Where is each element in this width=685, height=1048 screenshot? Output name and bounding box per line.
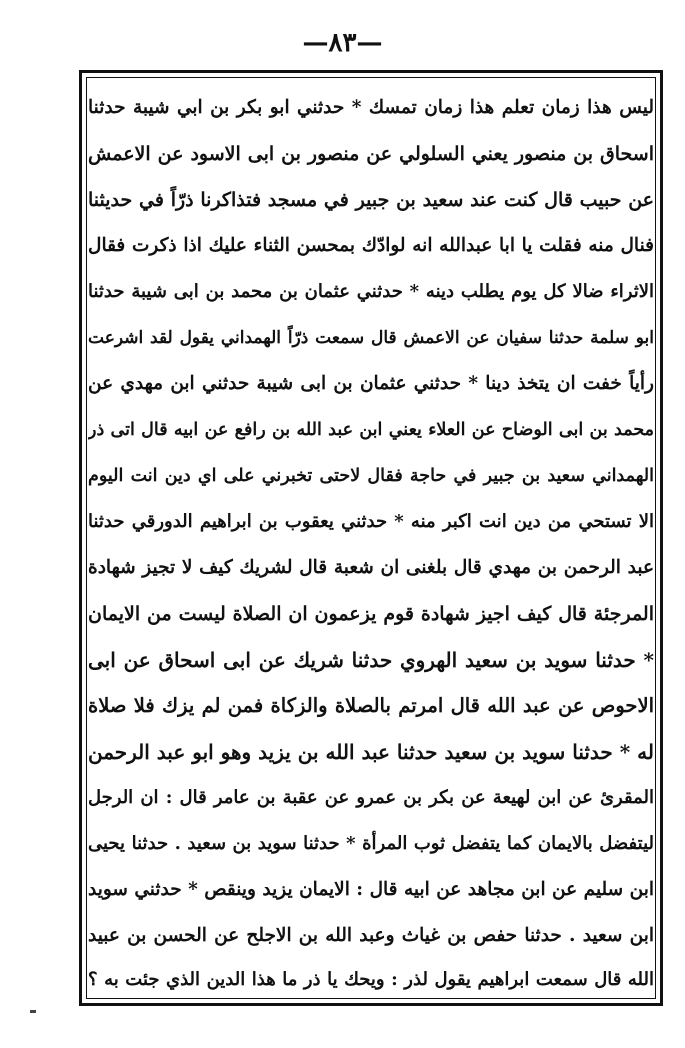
page-number: —٨٣— [302,28,383,58]
text-line: * حدثنا سويد بن سعيد الهروي حدثنا شريك عن ابى اسحاق عن ابى [88,648,654,672]
text-line: ابن سليم عن ابن مجاهد عن ابيه قال : الايمان يزيد وينقص * حدثني سويد [88,879,654,900]
text-line: ابو سلمة حدثنا سفيان عن الاعمش قال سمعت ذرّاً الهمداني يقول لقد اشرعت [88,328,654,348]
text-line: الا تستحي من دين انت اكبر منه * حدثني يعقوب بن ابراهيم الدورقي حدثنا [88,511,654,532]
text-line: عن حبيب قال كنت عند سعيد بن جبير في مسجد فتذاكرنا ذرّاً في حديثنا [88,189,654,211]
text-line: الهمداني سعيد بن جبير في حاجة فقال لاحتى تخبرني على اي دين انت اليوم [88,466,654,486]
text-line: له * حدثنا سويد بن سعيد حدثنا عبد الله بن يزيد وهو ابو عبد الرحمن [88,740,654,764]
text-line: فنال منه فقلت يا ابا عبدالله انه لوادّك بمحسن الثناء عليك اذا ذكرت فقال [88,235,654,256]
scan-mark [30,1010,36,1013]
text-line: محمد بن ابى الوضاح عن العلاء يعني ابن عبد الله بن رافع عن ابيه قال اتى ذر [88,420,654,440]
text-line: ليتفضل بالايمان كما يتفضل ثوب المرأة * حدثنا سويد بن سعيد . حدثنا يحيى [88,833,654,854]
text-line: اسحاق بن منصور يعني السلولي عن منصور بن ابى الاسود عن الاعمش [88,143,654,165]
text-line: ليس هذا زمان تعلم هذا زمان تمسك * حدثني ابو بكر بن ابي شيبة حدثنا [88,97,654,118]
body-text [88,84,654,996]
text-line: الاحوص عن عبد الله قال امرتم بالصلاة والزكاة فمن لم يزك فلا صلاة [88,694,654,717]
text-line: عبد الرحمن بن مهدي قال بلغنى ان شعبة قال لشريك كيف لا تجيز شهادة [88,557,654,578]
text-line: الله قال سمعت ابراهيم يقول لذر : ويحك يا ذر ما هذا الدين الذي جئت به ؟ [88,969,654,990]
text-line: ابن سعيد . حدثنا حفص بن غياث وعبد الله بن الاجلح عن الحسن بن عبيد [88,925,654,946]
text-line: المقرئ عن ابن لهيعة عن بكر بن عمرو عن عقبة بن عامر قال : ان الرجل [88,787,654,808]
text-line: الاثراء ضالا كل يوم يطلب دينه * حدثني عثمان بن محمد بن ابى شيبة حدثنا [88,281,654,302]
text-line: المرجئة قال كيف اجيز شهادة قوم يزعمون ان الصلاة ليست من الايمان [88,603,654,625]
text-line: رأياً خفت ان يتخذ دينا * حدثني عثمان بن ابى شيبة حدثني ابن مهدي عن [88,373,654,394]
